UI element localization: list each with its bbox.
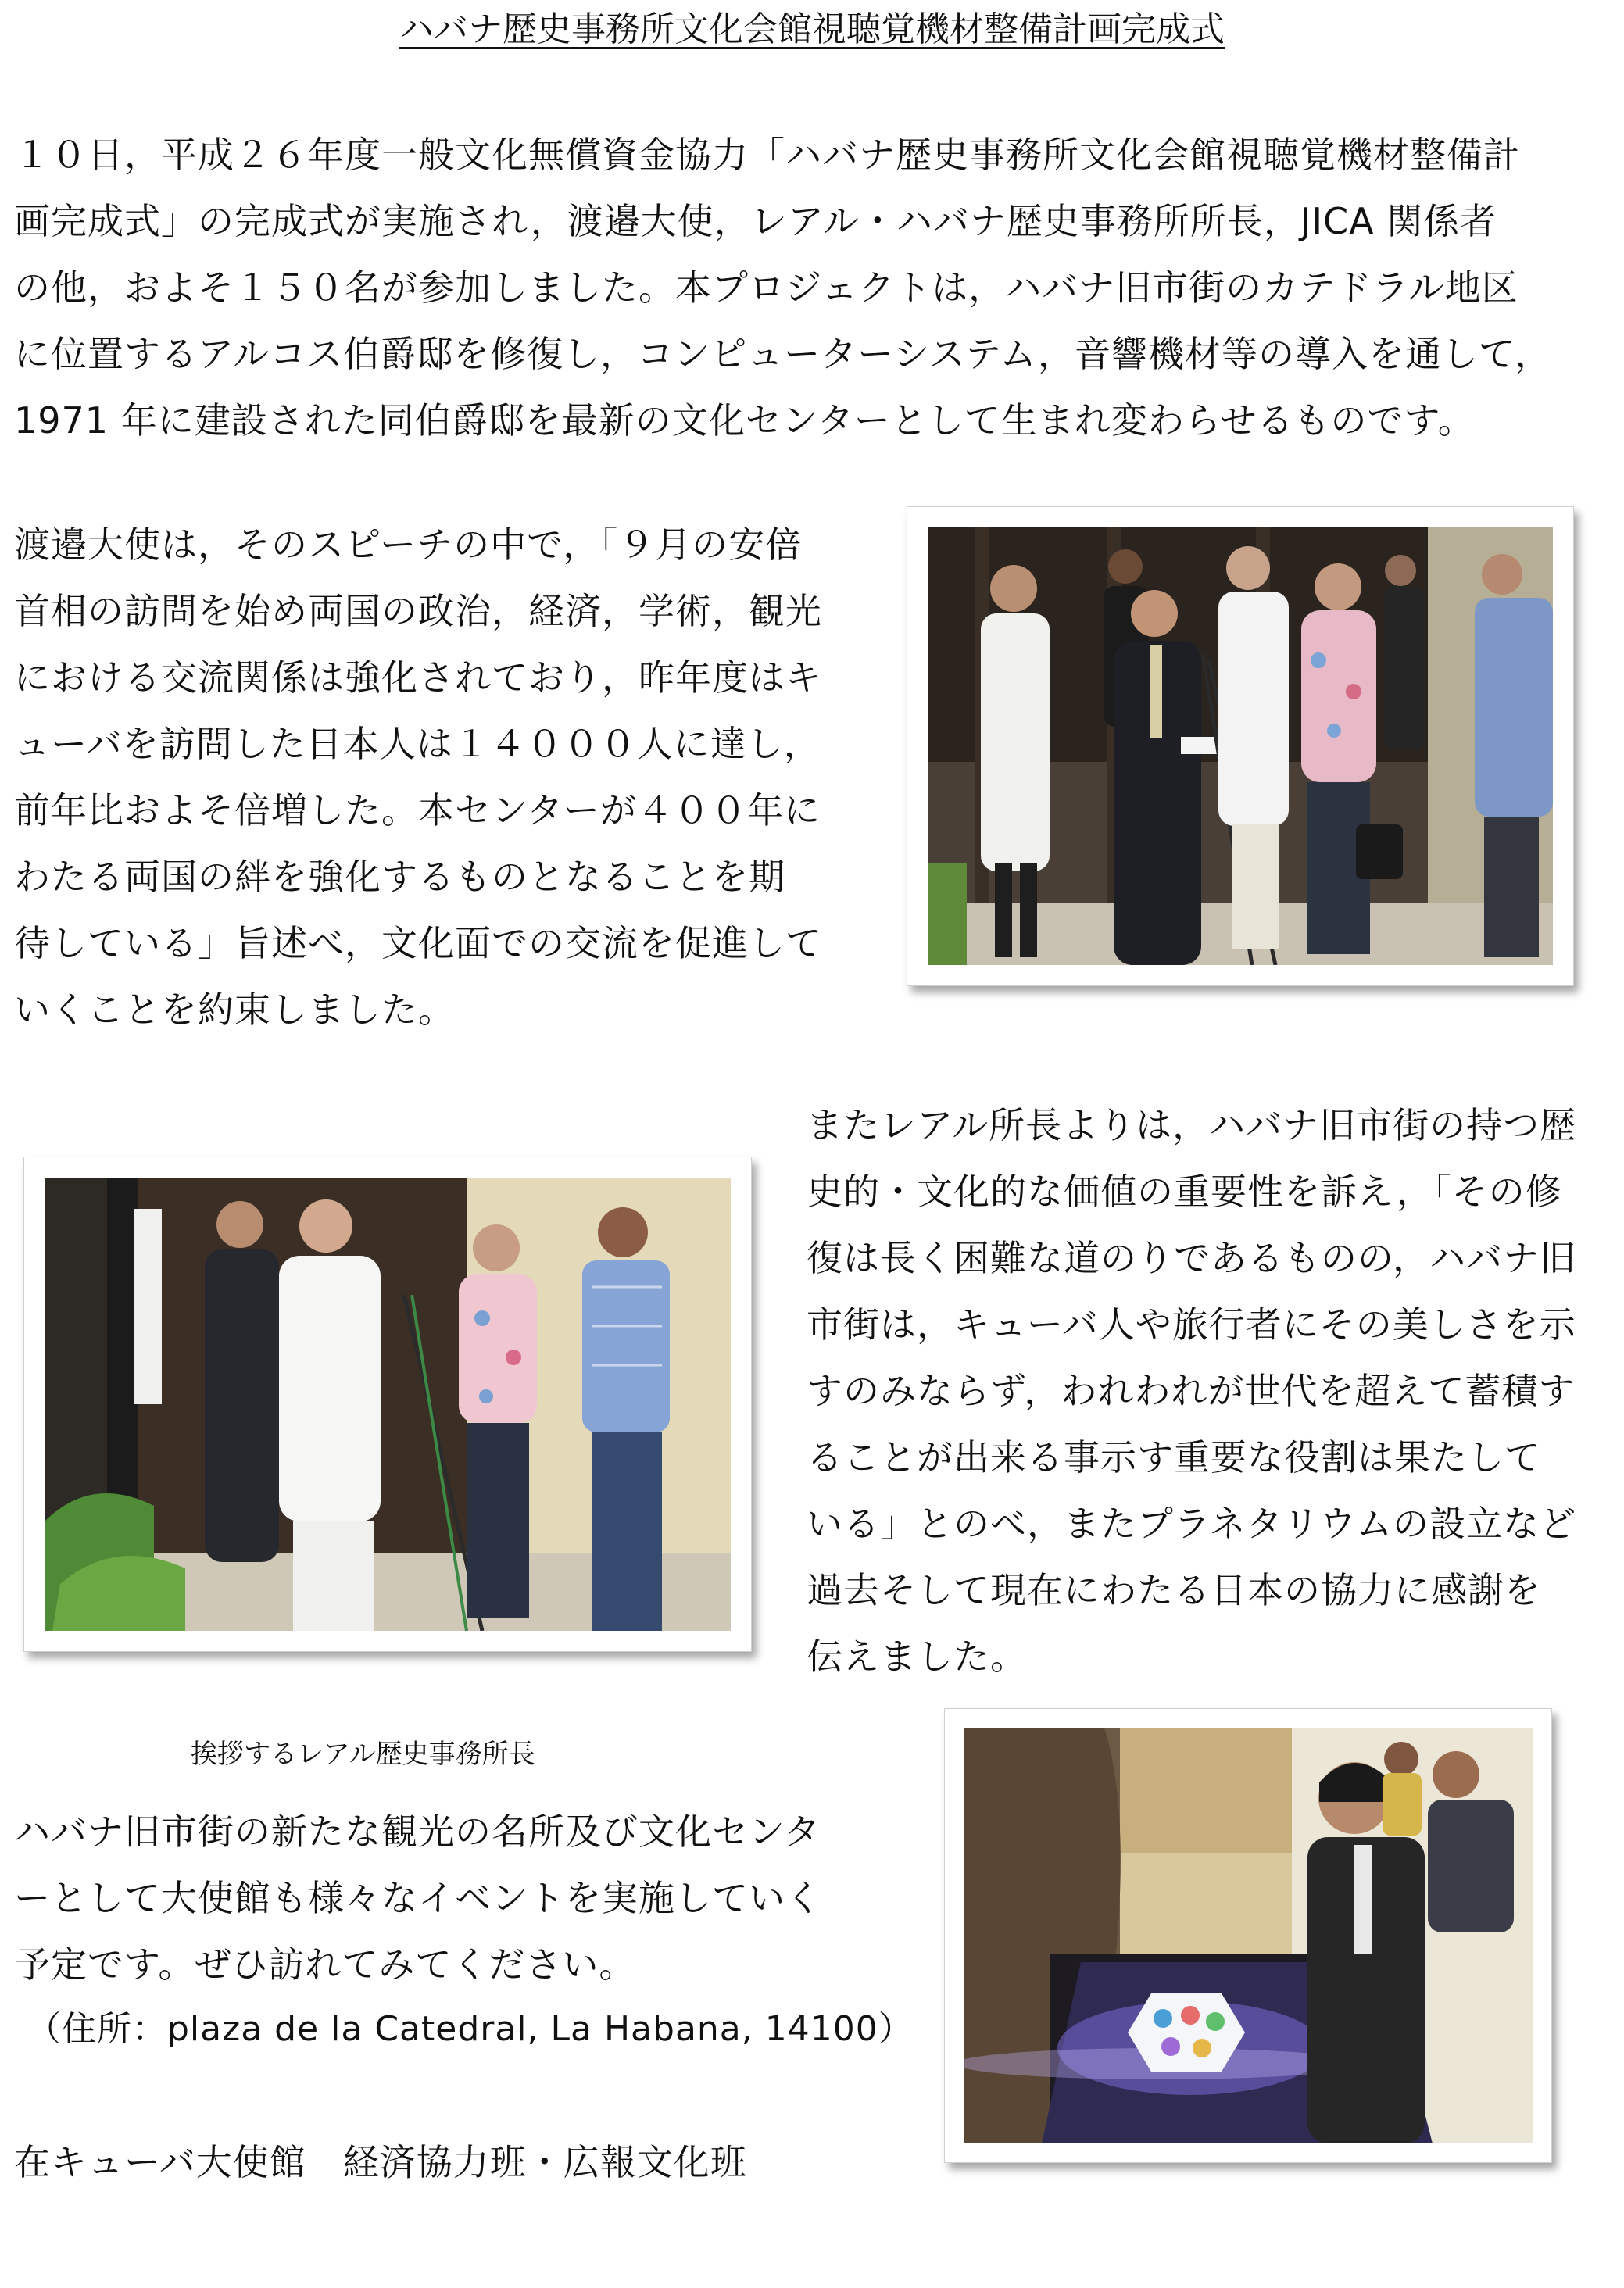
ambassador-speech-photo [907, 506, 1574, 986]
leal-line: またレアル所長よりは，ハバナ旧市街の持つ歴 [807, 1104, 1577, 1146]
closing-line: ーとして大使館も様々なイベントを実施していく [14, 1877, 822, 1919]
address-line [27, 2002, 1043, 2057]
intro-line: １０日，平成２６年度一般文化無償資金協力「ハバナ歴史事務所文化会館視聴覚機材整備計 [14, 134, 1520, 176]
leal-line: 市街は，キューバ人や旅行者にその美しさを示 [807, 1303, 1576, 1346]
speech-line: 前年比およそ倍増した。本センターが４００年に [14, 789, 821, 831]
speech-line: ューバを訪問した日本人は１４０００人に達し， [14, 723, 821, 765]
address-text: （住所：plaza de la Catedral, La Habana, 14100） [27, 2009, 914, 2049]
speech-line: わたる両国の絆を強化するものとなることを期 [14, 856, 785, 898]
leal-line: 伝えました。 [807, 1636, 1027, 1678]
intro-line: に位置するアルコス伯爵邸を修復し，コンピューターシステム，音響機材等の導入を通して， [14, 333, 1552, 375]
touch-table-photo [944, 1708, 1552, 2163]
leal-line: すのみならず，われわれが世代を超えて蓄積す [807, 1370, 1576, 1412]
director-speech-paragraph [807, 1092, 1619, 1690]
director-speech-photo [23, 1157, 752, 1652]
touch-table-photo-image [964, 1728, 1533, 2143]
signature-text: 在キューバ大使館 経済協力班・広報文化班 [14, 2141, 747, 2183]
closing-paragraph [14, 1799, 905, 1998]
leal-line: 復は長く困難な道のりであるものの，ハバナ旧 [807, 1237, 1577, 1279]
intro-line: 画完成式」の完成式が実施され，渡邉大使，レアル・ハバナ歴史事務所所長，JICA 関係者 [14, 200, 1497, 242]
speech-line: 首相の訪問を始め両国の政治，経済，学術，観光 [14, 590, 822, 632]
director-speech-photo-image [45, 1178, 731, 1631]
page-title [0, 6, 1624, 53]
intro-paragraph [14, 122, 1608, 454]
speech-line: 待している」旨述べ，文化面での交流を促進して [14, 922, 822, 964]
ambassador-speech-paragraph [14, 512, 866, 1043]
closing-line: ハバナ旧市街の新たな観光の名所及び文化センタ [14, 1811, 821, 1853]
closing-line: 予定です。ぜひ訪れてみてください。 [14, 1943, 636, 1986]
photo-caption: 挨拶するレアル歴史事務所長 [191, 1739, 535, 1770]
leal-line: 史的・文化的な価値の重要性を訴え，「その修 [807, 1171, 1562, 1213]
intro-line: 1971 年に建設された同伯爵邸を最新の文化センターとして生まれ変わらせるものです。 [14, 399, 1475, 442]
ambassador-speech-photo-image [928, 527, 1553, 965]
speech-line: 渡邉大使は，そのスピーチの中で，「９月の安倍 [14, 524, 803, 566]
leal-line: ることが出来る事示す重要な役割は果たして [807, 1436, 1541, 1478]
signature-line [14, 2135, 1030, 2190]
leal-line: 過去そして現在にわたる日本の協力に感謝を [807, 1569, 1541, 1611]
speech-line: いくことを約束しました。 [14, 988, 455, 1031]
speech-line: における交流関係は強化されており，昨年度はキ [14, 656, 822, 699]
page-title-text: ハバナ歴史事務所文化会館視聴覚機材整備計画完成式 [399, 9, 1225, 49]
intro-line: の他，およそ１５０名が参加しました。本プロジェクトは，ハバナ旧市街のカテドラル地区 [14, 266, 1518, 309]
leal-line: いる」とのべ，またプラネタリウムの設立など [807, 1503, 1577, 1545]
